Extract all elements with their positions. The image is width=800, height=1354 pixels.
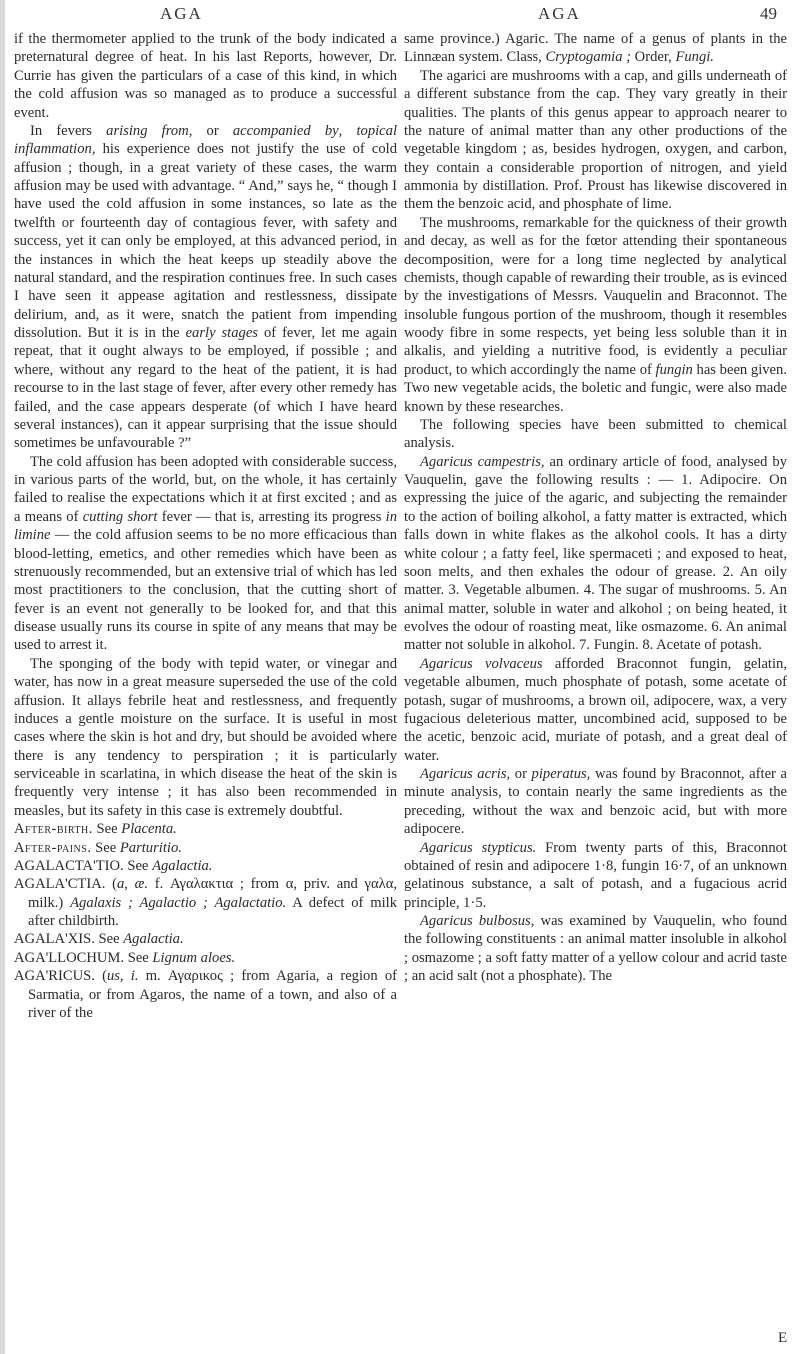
dictionary-entry [14,967,397,1022]
text-run: f. Αγαλακτια ; from α, priv. and γαλα, milk.) [28,876,397,911]
italic-text: Agaricus volvaceus [420,655,543,672]
paragraph [404,416,787,453]
italic-text: us, i. [106,968,139,985]
page-number: 49 [760,4,777,23]
dictionary-entry [14,857,397,875]
text-run: See [92,821,122,838]
paragraph [404,839,787,913]
text-run: , or [188,122,233,139]
text-run: of fever, let me again repeat, that it ought always to be employed, if possible ; and where, without any regard to the heat of the patient, it is had recourse to in the last stage of fever, after every other remedy has failed, and the case appears desperate (of which I have heard several instances), can it appear surprising that the issue should sometimes be unfavourable ?” [14,325,397,452]
italic-text: Agaricus acris, [420,766,511,782]
paragraph [404,912,787,986]
text-run: From twenty parts of this, Braconnot obtained of resin and adipocere 1·8, fungin 16·7, of an unknown gelatinous substance, a salt of potash, and a fugacious acrid principle, 1·5. [404,839,787,911]
running-head-right: AGA [538,4,581,23]
text-run: has been given. Two new vegetable acids, the boletic and fungic, were also made known by these researches. [404,361,787,415]
headword: After-pains. [14,839,92,856]
right-column [404,30,787,986]
text-run: same province.) Agaric. The name of a genus of plants in the Linnæan system. Class, [404,31,787,66]
paragraph-text: The agarici are mushrooms with a cap, and gills underneath of a different substance from the cap. They vary greatly in their qualities. The plants of this genus appear to approach nearer to the nature of animal matter than any other productions of the vegetable kingdom ; as, besides hydrogen, oxygen, and carbon, they contain a considerable proportion of nitrogen, and yield ammonia by distillation. Prof. Proust has likewise discovered in them the benzoic acid, and phosphate of lime. [404,67,787,213]
paragraph [404,67,787,214]
text-run: AGA'LLOCHUM. See [14,949,153,966]
dictionary-entry [14,820,397,838]
italic-text: a, æ. [116,876,149,893]
italic-text: Placenta. [121,821,177,838]
italic-text: Agalaxis ; Agalactio ; Agalactatio. [70,894,287,911]
paragraph [404,655,787,765]
italic-text: in limine [14,508,397,544]
dictionary-entry [14,949,397,967]
italic-text: Fungi. [675,49,714,66]
running-head-left: AGA [160,4,203,23]
paragraph [404,30,787,67]
paragraph-text: The following species have been submitted to chemical analysis. [404,416,787,452]
text-run: AGALACTA'TIO. [14,857,124,874]
text-run: In fevers [30,122,107,139]
italic-text: Agaricus bulbosus, [420,913,535,929]
italic-text: piperatus, [531,766,591,782]
italic-text: fungin [655,361,693,378]
paragraph [14,30,397,122]
signature-mark: E [778,1330,788,1346]
italic-text: Cryptogamia ; [545,49,632,66]
paragraph-text: The sponging of the body with tepid water, or vinegar and water, has now in a great measure superseded the use of the cold affusion. It allays febrile heat and restlessness, and frequently induces a gentle moisture on the surface. It is useful in most cases where the skin is hot and dry, but should be avoided where there is any tendency to perspiration ; it is particularly serviceable in scarlatina, in which disease the heat of the skin is frequently very intense ; it has also been recommended in measles, but its safety in this case is extremely doubtful. [14,655,397,819]
paragraph [404,214,787,416]
italic-text: Agaricus stypticus. [420,839,537,856]
text-run: Order, [631,49,676,66]
text-run: , [338,122,357,139]
italic-text: topical inflammation [14,122,398,158]
paragraph [14,122,397,453]
italic-text: Agaricus campestris, [420,453,545,470]
text-run: A defect of milk after childbirth. [28,894,397,929]
dictionary-entry [14,930,397,948]
text-run: was found by Braconnot, after a minute analysis, to contain nearly the same ingredients as the preceding, without the wax and benzoic acid, but with more adipocere. [404,766,787,838]
paragraph [14,453,397,655]
italic-text: cutting short [82,508,158,525]
paragraph [404,765,787,839]
text-run: fever — that is, arresting its progress [157,508,386,525]
text-run: , his experience does not justify the use of cold affusion ; though, in a great variety of these cases, the warm affusion may be used with advantage. “ And,” says he, “ though I have used the cold affusion in some instances, so late as the twelfth or fourteenth day of contagious fever, with safety and success, yet it can only be employed, at this advanced period, in the instances in which the heat keeps up steadily above the natural standard, and the respiration continues free. In such cases I have seen it appease agitation and restlessness, dissipate delirium, and, as it were, snatch the patient from impending dissolution. But it is in the [14,141,397,341]
text-run: was examined by Vauquelin, who found the following constituents : an animal matter insoluble in alkohol ; osmazome ; a soft fatty matter of a yellow colour and acrid taste ; an acid salt (not a phosphate). The [404,913,787,985]
text-run: The mushrooms, remarkable for the quickness of their growth and decay, as well as for the fœtor attending their spontaneous decomposition, were for a long time neglected by analytical chemists, though capable of rewarding their trouble, as is evinced by the investigations of Messrs. Vauquelin and Braconnot. The insoluble fungous portion of the mushroom, though it resembles woody fibre in some respects, yet being less soluble than it in alkalis, and yielding a nutritive food, is evidently a peculiar product, to which accordingly the name of [404,214,787,378]
paragraph [14,655,397,820]
text-run: or [510,766,532,782]
text-run: afforded Braconnot fungin, gelatin, vegetable albumen, much phosphate of potash, some acetate of potash, sugar of mushrooms, a brown oil, adipocere, wax, a very fugacious deleterious matter, uncombined acid, supposed to be the acetic, benzoic acid, muriate of potash, and a great deal of water. [404,655,787,764]
text-run: AGA'RICUS. ( [14,968,107,985]
text-run: — the cold affusion seems to be no more efficacious than blood-letting, emetics, and other remedies which have been as strenuously recommended, but an extensive trial of which has led most practitioners to the conclusion, that the cutting short of fever is an event not generally to be looked for, and that this disease usually runs its course in spite of any means that may be used to arrest it. [14,527,397,654]
text-run: AGALA'CTIA. ( [14,876,117,893]
text-run: an ordinary article of food, analysed by Vauquelin, gave the following results : — 1. Adipocire. On expressing the juice of the agaric, and subjecting the remainder to the action of boiling alkohol, a fatty matter is extracted, which falls down in white flakes as the alkohol cools. It has a dirty white colour ; a fatty feel, like spermaceti ; and exposed to heat, soon melts, and then exhales the odour of grease. 2. An oily matter. 3. Vegetable albumen. 4. The sugar of mushrooms. 5. An animal matter, soluble in water and alkohol ; on being heated, it evolves the odour of roasting meat, like osmazome. 6. An animal matter not soluble in alkohol. 7. Fungin. 8. Acetate of potash. [404,453,787,654]
italic-text: early stages [185,325,258,341]
left-column [14,30,397,1022]
text-run: See [91,839,120,856]
italic-text: accompanied by [232,122,339,139]
text-run: m. Αγαρικος ; from Agaria, a region of Sarmatia, or from Agaros, the name of a town, and also of a river of the [28,968,397,1021]
headword: After-birth. [14,821,93,838]
text-run: AGALA'XIS. See [14,931,124,948]
italic-text: Agalactia. [152,857,213,874]
paragraph-text: if the thermometer applied to the trunk of the body indicated a preternatural degree of heat. In his last Reports, however, Dr. Currie has given the particulars of a case of this kind, in which the cold affusion was so managed as to produce a successful event. [14,31,397,121]
dictionary-entry [14,875,397,930]
dictionary-entry [14,839,397,857]
italic-text: Lignum aloes. [152,949,236,966]
binding-edge [0,0,5,1354]
italic-text: arising from [106,122,189,139]
italic-text: Parturitio. [119,839,182,856]
italic-text: Agalactia. [123,931,184,948]
paragraph [404,453,787,655]
text-run: The cold affusion has been adopted with considerable success, in various parts of the world, but, on the whole, it has certainly failed to realise the expectations which it at first excited ; and as a means of [14,453,397,525]
text-run: See [123,857,153,874]
